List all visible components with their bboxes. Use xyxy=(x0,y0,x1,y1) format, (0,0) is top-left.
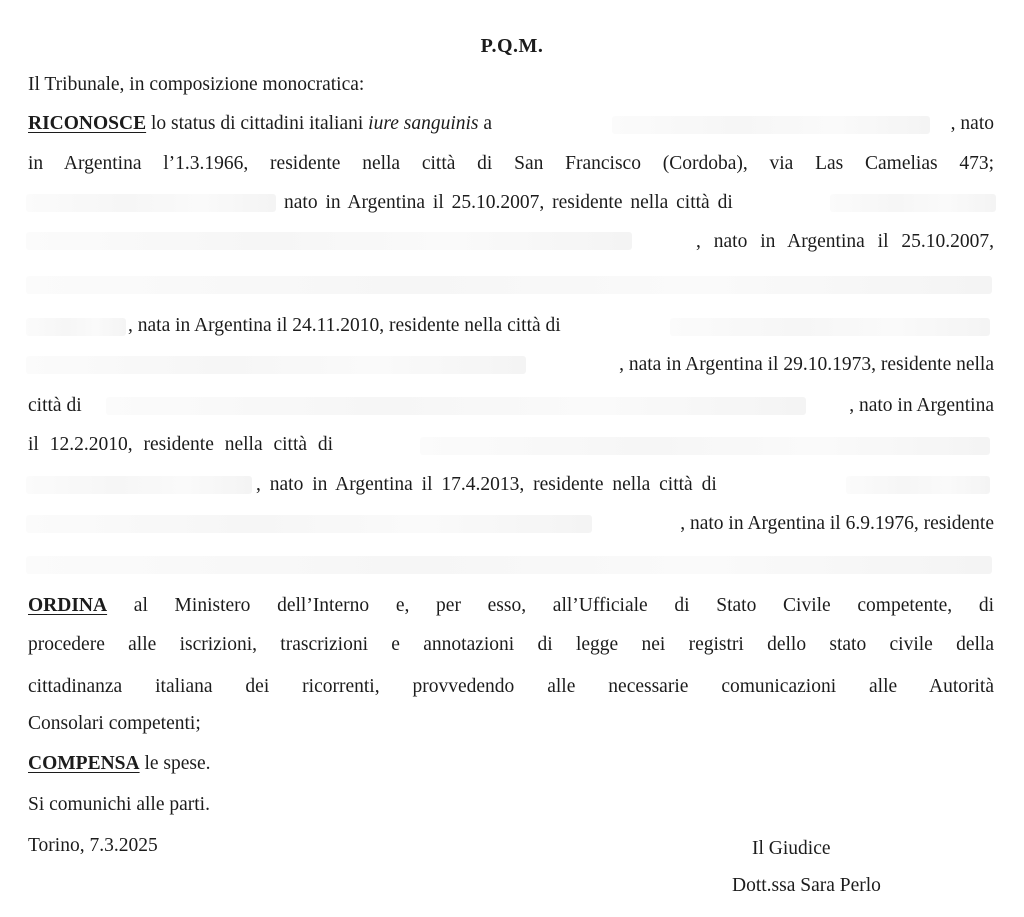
judge-name: Dott.ssa Sara Perlo xyxy=(732,875,881,896)
compensa-keyword: COMPENSA xyxy=(28,753,140,774)
ordina-line-2: procedere alle iscrizioni, trascrizioni e annotazioni di legge nei registri dello stato civile della xyxy=(28,634,994,655)
ordina-keyword: ORDINA xyxy=(28,595,108,616)
ordina-line-3: cittadinanza italiana dei ricorrenti, provvedendo alle necessarie comunicazioni alle Autorità xyxy=(28,676,994,697)
riconosce-text-a: lo status di cittadini italiani xyxy=(150,113,364,134)
compensa-line xyxy=(28,752,211,776)
redaction-3 xyxy=(830,194,996,212)
riconosce-text-b: a xyxy=(483,113,493,134)
ordina-line-1 xyxy=(28,594,994,618)
riconosce-line-3: nato in Argentina il 25.10.2007, residente nella città di xyxy=(284,192,733,213)
redaction-2 xyxy=(26,194,276,212)
ordina-line-4: Consolari competenti; xyxy=(28,713,201,734)
redaction-1 xyxy=(612,116,930,134)
comunichi-line: Si comunichi alle parti. xyxy=(28,794,210,815)
intro-line: Il Tribunale, in composizione monocratica: xyxy=(28,74,365,95)
judge-title: Il Giudice xyxy=(752,838,831,859)
redaction-14 xyxy=(26,556,992,574)
riconosce-line-1 xyxy=(28,112,492,136)
redaction-9 xyxy=(106,397,806,415)
riconosce-line-7: , nata in Argentina il 29.10.1973, residente nella xyxy=(619,354,994,375)
redaction-4 xyxy=(26,232,632,250)
redaction-10 xyxy=(420,437,990,455)
riconosce-line-10: , nato in Argentina il 17.4.2013, residente nella città di xyxy=(256,474,717,495)
riconosce-line-4: , nato in Argentina il 25.10.2007, xyxy=(696,231,994,252)
riconosce-italic: iure sanguinis xyxy=(368,113,479,134)
document-title: P.Q.M. xyxy=(480,35,544,57)
redaction-6 xyxy=(26,318,126,336)
riconosce-line-1-end: , nato xyxy=(950,113,994,134)
redaction-12 xyxy=(846,476,990,494)
compensa-text: le spese. xyxy=(144,753,211,774)
redaction-8 xyxy=(26,356,526,374)
redaction-5 xyxy=(26,276,992,294)
riconosce-keyword: RICONOSCE xyxy=(28,113,147,134)
riconosce-line-9: il 12.2.2010, residente nella città di xyxy=(28,434,334,455)
redaction-13 xyxy=(26,515,592,533)
riconosce-line-6: , nata in Argentina il 24.11.2010, residente nella città di xyxy=(128,315,561,336)
ordina-text-1: al Ministero dell’Interno e, per esso, all’Ufficiale di Stato Civile competente, di xyxy=(133,595,995,616)
redaction-7 xyxy=(670,318,990,336)
riconosce-line-8-right: , nato in Argentina xyxy=(849,395,994,416)
riconosce-line-2: in Argentina l’1.3.1966, residente nella città di San Francisco (Cordoba), via Las Camelias 473; xyxy=(28,153,994,174)
redaction-11 xyxy=(26,476,252,494)
place-date: Torino, 7.3.2025 xyxy=(28,835,158,856)
riconosce-line-8-left: città di xyxy=(28,395,82,416)
riconosce-line-11: , nato in Argentina il 6.9.1976, residente xyxy=(680,513,994,534)
